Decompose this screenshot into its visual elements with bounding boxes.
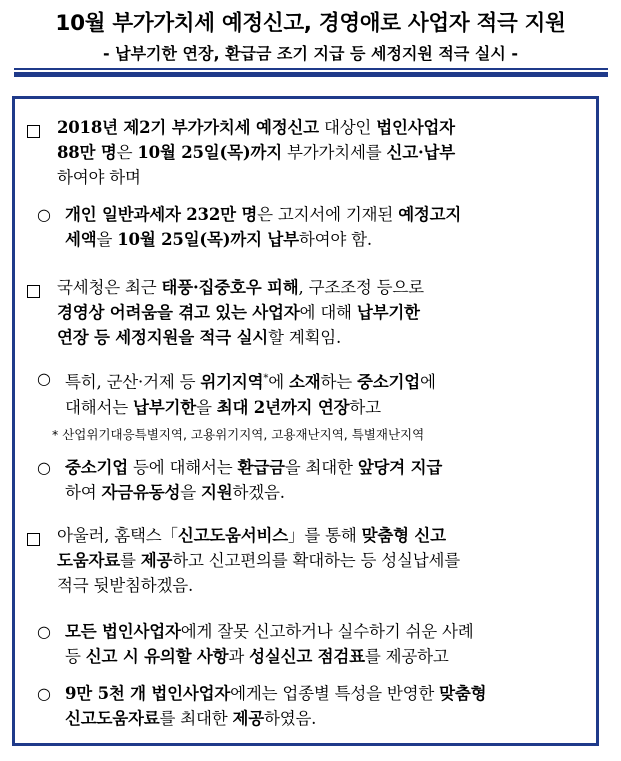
circle-bullet-icon: ○ [37, 369, 51, 388]
square-bullet-icon [27, 125, 40, 138]
circle-bullet-icon: ○ [37, 684, 51, 703]
circle-bullet-icon: ○ [37, 205, 51, 224]
square-bullet-icon [27, 533, 40, 546]
header-divider-thin [14, 68, 608, 70]
footnote: * 산업위기대응특별지역, 고용위기지역, 고용재난지역, 특별재난지역 [52, 427, 425, 442]
header-divider-thick [14, 72, 608, 77]
section-1a-paragraph: 개인 일반과세자 232만 명은 고지서에 기재된 예정고지 세액을 10월 25일(목)까지 납부하여야 함. [65, 205, 462, 249]
page-title: 10월 부가가치세 예정신고, 경영애로 사업자 적극 지원 [55, 11, 566, 36]
section-3-paragraph: 아울러, 홈택스「신고도움서비스」를 통해 맞춤형 신고 도움자료를 제공하고 신고편의를 확대하는 등 성실납세를 적극 뒷받침하겠음. [57, 526, 460, 595]
section-2a-paragraph: 특히, 군산·거제 등 위기지역*에 소재하는 중소기업에 대해서는 납부기한을 최대 2년까지 연장하고 [65, 372, 436, 417]
section-1-paragraph: 2018년 제2기 부가가치세 예정신고 대상인 법인사업자 88만 명은 10월 25일(목)까지 부가가치세를 신고·납부 하여야 하며 [57, 118, 456, 187]
section-3b-paragraph: 9만 5천 개 법인사업자에게는 업종별 특성을 반영한 맞춤형 신고도움자료를 최대한 제공하였음. [65, 684, 487, 728]
page-subtitle: - 납부기한 연장, 환급금 조기 지급 등 세정지원 적극 실시 - [102, 44, 519, 63]
section-2-paragraph: 국세청은 최근 태풍·집중호우 피해, 구조조정 등으로 경영상 어려움을 겪고 있는 사업자에 대해 납부기한 연장 등 세정지원을 적극 실시할 계획임. [57, 278, 424, 347]
circle-bullet-icon: ○ [37, 622, 51, 641]
square-bullet-icon [27, 285, 40, 298]
section-2b-paragraph: 중소기업 등에 대해서는 환급금을 최대한 앞당겨 지급 하여 자금유동성을 지원하겠음. [65, 458, 443, 502]
section-3a-paragraph: 모든 법인사업자에게 잘못 신고하거나 실수하기 쉬운 사례 등 신고 시 유의할 사항과 성실신고 점검표를 제공하고 [65, 622, 474, 666]
circle-bullet-icon: ○ [37, 458, 51, 477]
